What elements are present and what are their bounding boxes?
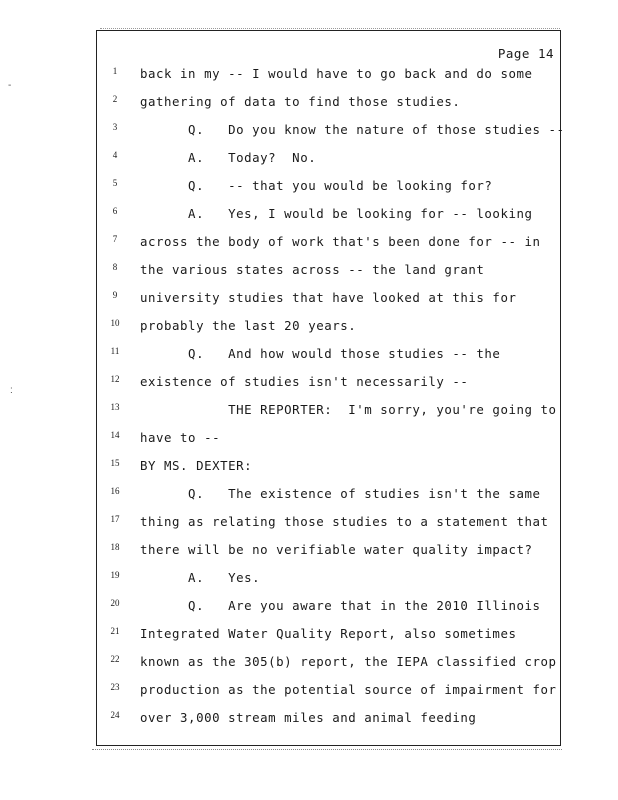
transcript-line xyxy=(0,626,618,646)
line-number: 16 xyxy=(110,486,120,496)
line-text: Integrated Water Quality Report, also sometimes xyxy=(140,626,517,641)
transcript-line xyxy=(0,150,618,170)
line-text: known as the 305(b) report, the IEPA classified crop xyxy=(140,654,557,669)
line-text: A. Yes, I would be looking for -- looking xyxy=(140,206,533,221)
line-text: over 3,000 stream miles and animal feeding xyxy=(140,710,477,725)
transcript-line xyxy=(0,542,618,562)
margin-tick-mark: : xyxy=(10,385,13,396)
line-text: have to -- xyxy=(140,430,221,445)
line-text: A. Yes. xyxy=(140,570,261,585)
transcript-line xyxy=(0,94,618,114)
line-number: 18 xyxy=(110,542,120,552)
line-number: 19 xyxy=(110,570,120,580)
line-text: back in my -- I would have to go back and do some xyxy=(140,66,533,81)
line-text: the various states across -- the land grant xyxy=(140,262,485,277)
transcript-line xyxy=(0,206,618,226)
line-text: THE REPORTER: I'm sorry, you're going to xyxy=(140,402,557,417)
line-text: Q. -- that you would be looking for? xyxy=(140,178,493,193)
transcript-line xyxy=(0,66,618,86)
transcript-line xyxy=(0,318,618,338)
line-number: 9 xyxy=(112,290,118,300)
transcript-line xyxy=(0,402,618,422)
line-text: thing as relating those studies to a statement that xyxy=(140,514,549,529)
transcript-line xyxy=(0,346,618,366)
transcript-line xyxy=(0,178,618,198)
transcript-line xyxy=(0,710,618,730)
line-number: 7 xyxy=(112,234,118,244)
line-text: there will be no verifiable water quality impact? xyxy=(140,542,533,557)
line-number: 22 xyxy=(110,654,120,664)
line-text: Q. The existence of studies isn't the same xyxy=(140,486,541,501)
line-number: 23 xyxy=(110,682,120,692)
transcript-line xyxy=(0,290,618,310)
line-text: Q. And how would those studies -- the xyxy=(140,346,501,361)
transcript-line xyxy=(0,430,618,450)
line-number: 2 xyxy=(112,94,118,104)
line-text: Q. Are you aware that in the 2010 Illinois xyxy=(140,598,541,613)
transcript-line xyxy=(0,570,618,590)
line-number: 12 xyxy=(110,374,120,384)
line-number: 6 xyxy=(112,206,118,216)
line-number: 11 xyxy=(110,346,120,356)
transcript-line xyxy=(0,682,618,702)
line-text: existence of studies isn't necessarily -- xyxy=(140,374,469,389)
transcript-line xyxy=(0,598,618,618)
line-number: 1 xyxy=(112,66,118,76)
line-number: 24 xyxy=(110,710,120,720)
line-text: production as the potential source of impairment for xyxy=(140,682,557,697)
margin-tick-mark: - xyxy=(8,80,12,91)
transcript-line xyxy=(0,486,618,506)
line-text: BY MS. DEXTER: xyxy=(140,458,253,473)
line-number: 5 xyxy=(112,178,118,188)
transcript-line xyxy=(0,458,618,478)
transcript-line xyxy=(0,262,618,282)
line-number: 4 xyxy=(112,150,118,160)
line-number: 8 xyxy=(112,262,118,272)
line-number: 17 xyxy=(110,514,120,524)
line-number: 15 xyxy=(110,458,120,468)
transcript-line xyxy=(0,122,618,142)
line-number: 14 xyxy=(110,430,120,440)
page-edge-bottom xyxy=(92,749,562,751)
line-number: 21 xyxy=(110,626,120,636)
line-number: 10 xyxy=(110,318,120,328)
line-number: 13 xyxy=(110,402,120,412)
transcript-line xyxy=(0,374,618,394)
line-text: Q. Do you know the nature of those studies -- xyxy=(140,122,565,137)
page-number: Page 14 xyxy=(497,46,554,61)
line-text: university studies that have looked at this for xyxy=(140,290,517,305)
transcript-line xyxy=(0,654,618,674)
line-text: A. Today? No. xyxy=(140,150,317,165)
transcript-line xyxy=(0,234,618,254)
line-text: probably the last 20 years. xyxy=(140,318,357,333)
line-text: gathering of data to find those studies. xyxy=(140,94,461,109)
line-number: 20 xyxy=(110,598,120,608)
transcript-line xyxy=(0,514,618,534)
line-number: 3 xyxy=(112,122,118,132)
line-text: across the body of work that's been done for -- in xyxy=(140,234,541,249)
